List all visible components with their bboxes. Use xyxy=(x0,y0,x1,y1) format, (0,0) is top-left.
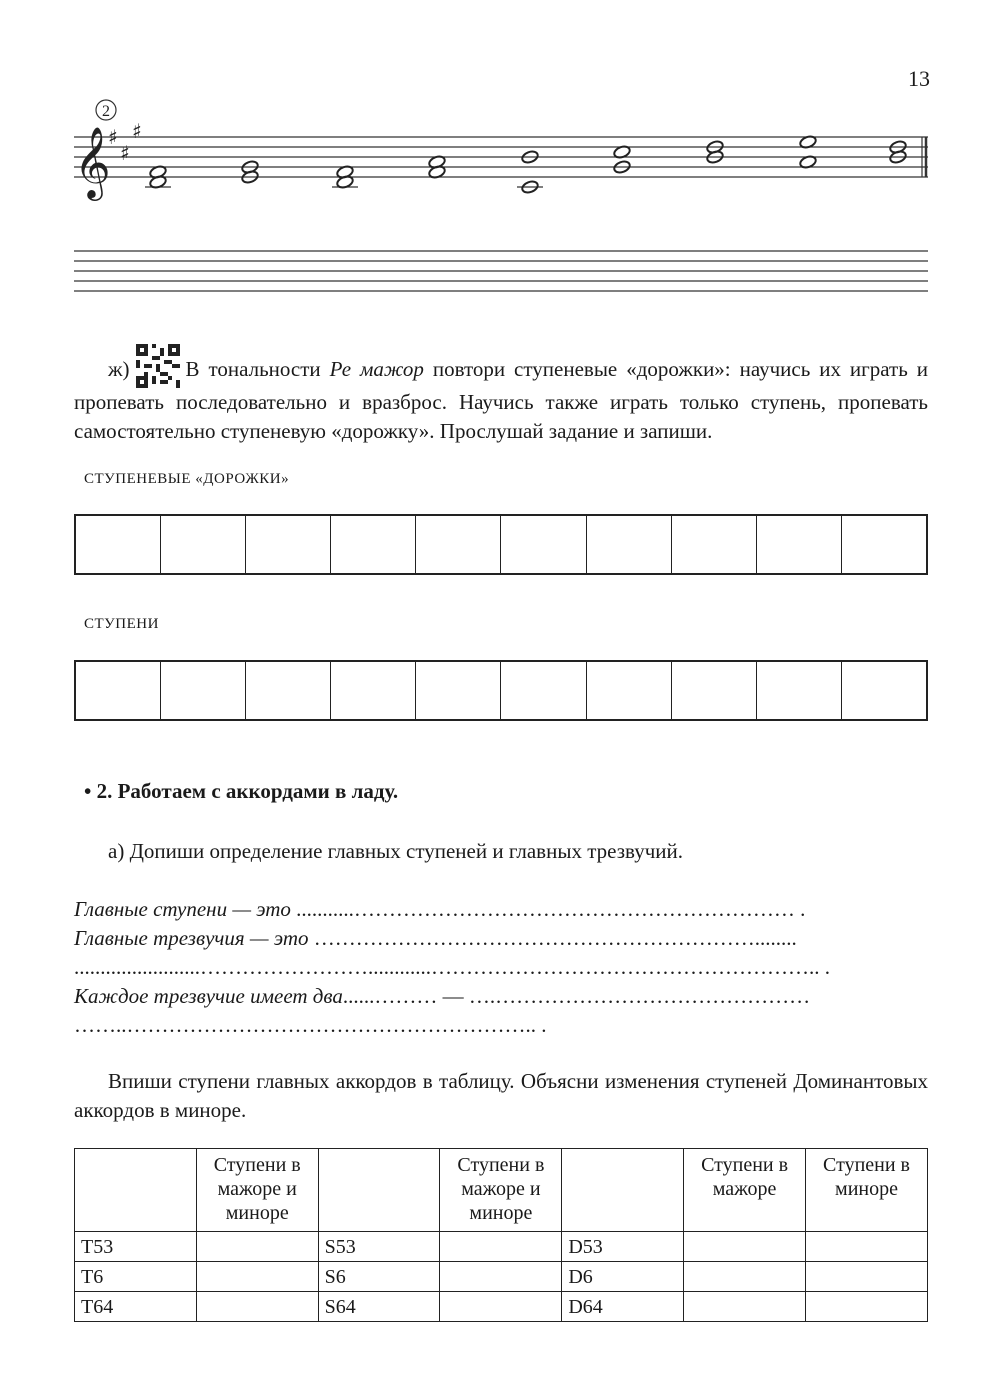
answer-box[interactable] xyxy=(757,662,842,719)
answer-box[interactable] xyxy=(161,662,246,719)
answer-cell[interactable] xyxy=(196,1232,318,1262)
sharp-icon: ♯ xyxy=(132,119,142,143)
answer-box[interactable] xyxy=(672,662,757,719)
definition-line-2: Главные трезвучия — это ………………………………………………………........ xyxy=(74,926,797,950)
definition-line-5: ……..………………………………………………….. . xyxy=(74,1013,547,1037)
answer-cell[interactable] xyxy=(684,1262,806,1292)
answer-cell[interactable] xyxy=(684,1292,806,1322)
chord-subdominant: S6 xyxy=(318,1262,440,1292)
answer-box[interactable] xyxy=(416,516,501,573)
exercise-paragraph: ж) В тональности Ре мажор повтори ступеневые «дорожки»: научись их играть и пропевать последовательно и вразброс. Научись также играть только ступень, пропевать самостоятельно ступеневую «дорожку». Прослушай задание и запиши. xyxy=(74,344,928,446)
page-number: 13 xyxy=(908,66,930,91)
table-header-row xyxy=(75,1149,928,1232)
answer-cell[interactable] xyxy=(806,1232,928,1262)
answer-cell[interactable] xyxy=(806,1292,928,1322)
definition-line-3: ........................……………………............……………………………………………….. . xyxy=(74,955,830,979)
answer-box[interactable] xyxy=(842,516,926,573)
degrees-label: СТУПЕНИ xyxy=(84,616,159,632)
answer-box[interactable] xyxy=(501,516,586,573)
qr-code-icon[interactable] xyxy=(136,344,180,388)
chord-subdominant: S64 xyxy=(318,1292,440,1322)
answer-box[interactable] xyxy=(76,516,161,573)
definition-line-4: Каждое трезвучие имеет два......……… — ….……………………………………… xyxy=(74,984,811,1008)
answer-box[interactable] xyxy=(672,516,757,573)
task-a: а) Допиши определение главных ступеней и главных трезвучий. xyxy=(108,839,683,863)
chord-dominant: D6 xyxy=(562,1262,684,1292)
exercise-prefix: ж) xyxy=(108,357,130,381)
degrees-answer-boxes[interactable] xyxy=(74,660,928,721)
key-name: Ре мажор xyxy=(329,357,424,381)
answer-cell[interactable] xyxy=(440,1232,562,1262)
answer-box[interactable] xyxy=(246,516,331,573)
sharp-icon: ♯ xyxy=(108,125,118,149)
staff-2 xyxy=(74,251,928,291)
answer-box[interactable] xyxy=(161,516,246,573)
answer-box[interactable] xyxy=(757,516,842,573)
chord-subdominant: S53 xyxy=(318,1232,440,1262)
answer-box[interactable] xyxy=(246,662,331,719)
answer-cell[interactable] xyxy=(196,1292,318,1322)
paths-answer-boxes[interactable] xyxy=(74,514,928,575)
answer-cell[interactable] xyxy=(440,1262,562,1292)
answer-cell[interactable] xyxy=(684,1232,806,1262)
answer-cell[interactable] xyxy=(196,1262,318,1292)
table-row xyxy=(75,1262,928,1292)
answer-box[interactable] xyxy=(587,516,672,573)
chord-notes xyxy=(145,135,907,195)
chord-tonic: T64 xyxy=(75,1292,197,1322)
header-minor: Ступени в миноре xyxy=(806,1149,928,1232)
music-notation xyxy=(0,0,1000,320)
paths-label: СТУПЕНЕВЫЕ «ДОРОЖКИ» xyxy=(84,471,290,487)
answer-cell[interactable] xyxy=(806,1262,928,1292)
answer-box[interactable] xyxy=(587,662,672,719)
definition-line-1: Главные ступени — это ...........……………………………………………………… . xyxy=(74,897,806,921)
answer-box[interactable] xyxy=(76,662,161,719)
key-signature xyxy=(108,119,142,165)
sharp-icon: ♯ xyxy=(120,141,130,165)
treble-clef-icon: 𝄞 xyxy=(74,125,111,198)
answer-box[interactable] xyxy=(501,662,586,719)
chord-degrees-table xyxy=(74,1148,928,1322)
section-heading: • 2. Работаем с аккордами в ладу. xyxy=(84,779,399,803)
chord-dominant: D53 xyxy=(562,1232,684,1262)
chord-tonic: T53 xyxy=(75,1232,197,1262)
answer-box[interactable] xyxy=(842,662,926,719)
header-both: Ступени в мажоре и миноре xyxy=(196,1149,318,1232)
chord-tonic: T6 xyxy=(75,1262,197,1292)
table-row xyxy=(75,1292,928,1322)
header-major: Ступени в мажоре xyxy=(684,1149,806,1232)
circled-number: 2 xyxy=(102,103,110,120)
table-row xyxy=(75,1232,928,1262)
answer-cell[interactable] xyxy=(440,1292,562,1322)
answer-box[interactable] xyxy=(331,662,416,719)
answer-box[interactable] xyxy=(416,662,501,719)
header-both: Ступени в мажоре и миноре xyxy=(440,1149,562,1232)
table-instruction: Впиши ступени главных аккордов в таблицу. Объясни изменения ступеней Доминантовых аккордов в миноре. xyxy=(74,1069,928,1122)
answer-box[interactable] xyxy=(331,516,416,573)
chord-dominant: D64 xyxy=(562,1292,684,1322)
